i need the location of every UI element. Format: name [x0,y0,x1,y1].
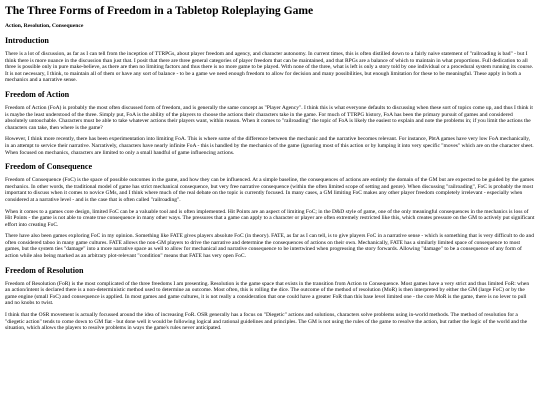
paragraph: Freedom of Resolution (FoR) is the most complicated of the three freedoms I am presenting. Resolution is the game space that exists in the transition from Action to Consequence. Most games have a very strict and thus limited FoR: when an action/intent is declared there is a non-deterministic method used to determine an outcome. Most often, this is rolling the dice. The outcome of the method of resolution (MoR) is then interpreted by either the GM (large FoC) or by the game engine (small FoC) and consequence is applied. In most games and game cultures, it is not really a consideration that one could have a greater FoR than this base level limited one - the core MoR is the game, there is no lever to pull and no knobs to twist. [5,280,530,307]
paragraph: Freedom of Action (FoA) is probably the most often discussed form of freedom, and is generally the same concept as "Player Agency". I think this is what everyone defaults to discussing when these sort of topics come up, and thus I think it is maybe the least understood of the three. Simply put, FoA is the ability of the players to choose the actions their characters take in the game. For much of TTRPG history, FoA has been the primary pursuit of games and considered absolutely untouchable. Characters must be able to take whatever actions their players want, within reason. When it comes to "railroading" the topic of FoA is likely the easiest to explain and note the problems in; if you limit the actions the characters can take, then where is the game? [5,104,533,131]
paragraph: There have also been games exploring FoC in my opinion. Something like FATE gives players absolute FoC (in theory). FATE, as far as I can tell, is to give players FoC in a narrative sense - which is something that is very difficult to do and often considered taboo in many game cultures. FATE allows the non-GM players to drive the narrative and determine the consequences of actions on their own. Mechanically, FATE has a similarly limited space of consequence to most games, but the system ties "damage" into a more narrative space as well to allow for mechanical and narrative consequence to be intertwined when progressing the story forwards. Allowing "damage" to be a consequence of any form of action while also being marked as an arbitrary plot-relevant "condition" means that FATE has very open FoC. [5,233,534,260]
page-title: The Three Forms of Freedom in a Tabletop Roleplaying Game [5,4,314,17]
section-heading-freedom-of-consequence: Freedom of Consequence [5,162,93,172]
section-heading-freedom-of-action: Freedom of Action [5,89,70,99]
tags-line: Action, Resolution, Consequence [5,23,84,29]
paragraph: However, I think more recently, there has been experimentation into limiting FoA. This is where some of the difference between the mechanic and the narrative becomes relevant. For instance, PbtA games have very low FoA mechanically, in an attempt to service their narrative. Narratively, characters have nearly infinite FoA - this is handled by the mechanics of the game (ignoring most of this action or by lumping it into very specific "moves" which are on the character sheet. When focused on mechanics, characters are limited to only a small handful of game influencing actions. [5,136,534,156]
section-heading-freedom-of-resolution: Freedom of Resolution [5,265,84,275]
paragraph: When it comes to a games core design, limited FoC can be a valuable tool and is often implemented. Hit Points are an aspect of limiting FoC; in the D&D style of game, one of the only meaningful consequences in the mechanics is loss of Hit Points - the game is not able to create true consequence in many other ways. The pressures that a game can apply to a character or player are often extremely restricted like this, which creates pressure on the GM to actively put significant effort into creating FoC. [5,208,535,228]
paragraph: There is a lot of discussion, as far as I can tell from the inception of TTRPGs, about player freedom and agency, and character autonomy. In current times, this is often distilled down to a fairly naive statement of "railroading is bad" - but I think there is more nuance in the discussion than just that. I posit that there are three general categories of player freedom that can be maintained, and that RPGs are a balance of which to maintain in what proportions. Full dedication to all three is possible only in pure make-believe, as there are then no limiting factors and thus there is no more game to be played. With none of the three, what is left is only a story told by one individual or a procedural system running its course. It is not necessary, I think, to maintain all of them or have any sort of balance - to be a game we need enough freedom to allow for decision and many possibilities, but enough limitation for these to be meaningful. These apply in both a mechanics and a narrative sense. [5,51,534,84]
section-heading-introduction: Introduction [5,36,49,45]
paragraph: Freedom of Consequence (FoC) is the space of possible outcomes in the game, and how they can be influenced. At a simple baseline, the consequences of actions are entirely the domain of the GM but are expected to be guided by the games mechanics. In other words, the traditional model of game has strict mechanical consequence, but very free narrative consequence (within the often limited scope of setting and genre). When discussing "railroading", FoC is probably the most important to discuss when it comes to novice GMs, and I think where much of the real debate on the topic is currently focused. In many cases, a GM limiting FoC makes any other player freedom completely irrelevant - especially when considered at a narrative level - and is the case that is often called "railroading". [5,177,534,203]
paragraph: I think that the OSR movement is actually focussed around the idea of increasing FoR. OSR generally has a focus on "Diegetic" actions and solutions, characters solve problems using in-world methods. The method of resolution for a "diegetic action" tends to come down to GM fiat - but done well it would be following logical and rational guidelines and principles. The GM is not using the rules of the game to resolve the action, but rather the logic of the world and the situation, which allows the players to resolve problems in ways the game's rules never anticipated. [5,312,528,332]
